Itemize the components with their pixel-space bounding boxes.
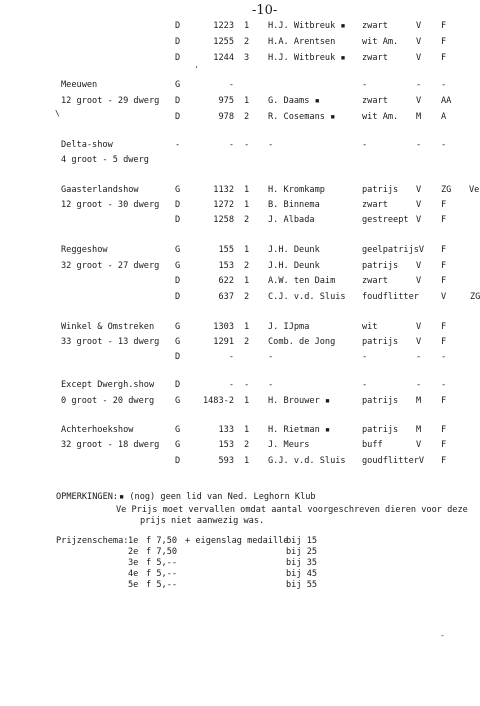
cell-show: Except Dwergh.show (61, 380, 155, 390)
cell-prize: 1 (244, 456, 250, 466)
prize-bij: bij 35 (286, 558, 318, 568)
cell-show: Reggeshow (61, 245, 108, 255)
cell-name: - (268, 140, 274, 150)
cell-cls: D (175, 112, 181, 122)
cell-prize: 2 (244, 292, 250, 302)
cell-a3: Ve (469, 185, 480, 195)
cell-color: zwart (362, 200, 388, 210)
prize-schedule-label: Prijzenschema: (56, 536, 129, 546)
remarks-line-3: prijs niet aanwezig was. (140, 516, 265, 526)
stray-mark: - (440, 631, 445, 640)
cell-name: R. Cosemans ▪ (268, 112, 336, 122)
table-row (0, 293, 480, 305)
cell-cls: G (175, 425, 181, 435)
cell-color: patrijs (362, 396, 399, 406)
cell-show: 32 groot - 18 dwerg (61, 440, 160, 450)
cell-num: 593 (218, 456, 234, 466)
cell-a2: F (441, 200, 447, 210)
cell-name: G.J. v.d. Sluis (268, 456, 346, 466)
cell-num: 155 (218, 245, 234, 255)
cell-a1: V (416, 21, 422, 31)
cell-a2: ZG (441, 185, 452, 195)
prize-amount: f 7,50 (146, 536, 178, 546)
cell-name: J.H. Deunk (268, 245, 320, 255)
cell-a1: - (416, 352, 422, 362)
cell-a2: - (441, 80, 447, 90)
prize-bij: bij 45 (286, 569, 318, 579)
cell-num: 622 (218, 276, 234, 286)
cell-num: 1303 (213, 322, 234, 332)
cell-color: wit Am. (362, 37, 399, 47)
prize-rank: 3e (128, 558, 139, 568)
cell-num: 637 (218, 292, 234, 302)
table-row (0, 323, 480, 335)
cell-prize: 1 (244, 200, 250, 210)
cell-show: Gaasterlandshow (61, 185, 139, 195)
cell-prize: 1 (244, 245, 250, 255)
table-row (0, 22, 480, 34)
table-row (0, 38, 480, 50)
cell-name: A.W. ten Daim (268, 276, 336, 286)
cell-prize: 1 (244, 396, 250, 406)
cell-prize: 1 (244, 96, 250, 106)
cell-cls: G (175, 245, 181, 255)
table-row (0, 54, 480, 66)
cell-name: H. Brouwer ▪ (268, 396, 331, 406)
cell-num: - (228, 140, 234, 150)
prize-amount: f 5,-- (146, 569, 178, 579)
cell-color: geelpatrijsV (362, 245, 425, 255)
cell-prize: 2 (244, 37, 250, 47)
cell-show: 32 groot - 27 dwerg (61, 261, 160, 271)
cell-cls: - (175, 140, 181, 150)
table-row (0, 97, 480, 109)
cell-num: 1244 (213, 53, 234, 63)
prize-amount: f 5,-- (146, 558, 178, 568)
cell-a3: ZG (470, 292, 480, 302)
cell-a1: V (416, 261, 422, 271)
cell-a2: F (441, 396, 447, 406)
cell-a2: - (441, 380, 447, 390)
table-row (0, 216, 480, 228)
cell-a1: V (416, 53, 422, 63)
cell-a1: V (416, 440, 422, 450)
cell-a2: F (441, 53, 447, 63)
cell-show: Winkel & Omstreken (61, 322, 155, 332)
remarks-label: OPMERKINGEN: (56, 492, 119, 502)
cell-name: H. Rietman ▪ (268, 425, 331, 435)
table-row (0, 81, 480, 93)
cell-cls: G (175, 261, 181, 271)
cell-cls: G (175, 322, 181, 332)
cell-prize: 1 (244, 276, 250, 286)
cell-color: zwart (362, 21, 388, 31)
cell-a1: - (416, 380, 422, 390)
cell-prize: - (244, 380, 250, 390)
stray-mark: ' (194, 65, 199, 74)
prize-bij: bij 25 (286, 547, 318, 557)
cell-color: gestreept (362, 215, 409, 225)
cell-num: 133 (218, 425, 234, 435)
prize-bij: bij 15 (286, 536, 318, 546)
cell-num: 153 (218, 261, 234, 271)
cell-color: patrijs (362, 185, 399, 195)
cell-a2: - (441, 352, 447, 362)
cell-a1: V (416, 276, 422, 286)
prize-bij: bij 55 (286, 580, 318, 590)
cell-a2: F (441, 425, 447, 435)
cell-name: - (268, 380, 274, 390)
cell-color: buff (362, 440, 383, 450)
cell-num: 975 (218, 96, 234, 106)
cell-a1: V (416, 96, 422, 106)
remarks-line-2: Ve Prijs moet vervallen omdat aantal voorgeschreven dieren voor deze (116, 505, 468, 515)
stray-mark: \ (55, 109, 60, 118)
cell-num: 1483-2 (202, 396, 234, 406)
cell-name: B. Binnema (268, 200, 320, 210)
cell-a1: M (416, 396, 422, 406)
cell-name: C.J. v.d. Sluis (268, 292, 346, 302)
cell-color: zwart (362, 96, 388, 106)
cell-a2: F (441, 456, 447, 466)
table-row (0, 186, 480, 198)
cell-prize: 2 (244, 112, 250, 122)
cell-cls: D (175, 37, 181, 47)
cell-prize: 2 (244, 337, 250, 347)
cell-show: Meeuwen (61, 80, 98, 90)
cell-cls: G (175, 80, 181, 90)
table-row (0, 353, 480, 365)
cell-color: zwart (362, 276, 388, 286)
cell-a1: M (416, 112, 422, 122)
prize-amount: f 5,-- (146, 580, 178, 590)
cell-a2: F (441, 21, 447, 31)
prize-rank: 4e (128, 569, 139, 579)
cell-a1: V (416, 215, 422, 225)
cell-prize: 2 (244, 440, 250, 450)
page-number: -10- (252, 3, 278, 18)
cell-show: 33 groot - 13 dwerg (61, 337, 160, 347)
table-row (0, 246, 480, 258)
table-row (0, 381, 480, 393)
cell-a2: F (441, 261, 447, 271)
cell-color: - (362, 352, 368, 362)
cell-color: wit (362, 322, 378, 332)
cell-a2: F (441, 37, 447, 47)
cell-a2: F (441, 245, 447, 255)
table-row (0, 141, 480, 153)
cell-a2: F (441, 215, 447, 225)
cell-a2: F (441, 322, 447, 332)
cell-cls: G (175, 396, 181, 406)
cell-show: Achterhoekshow (61, 425, 134, 435)
cell-cls: D (175, 276, 181, 286)
cell-num: - (228, 380, 234, 390)
cell-a2: V (441, 292, 447, 302)
cell-cls: G (175, 185, 181, 195)
prize-amount: f 7,50 (146, 547, 178, 557)
table-row (0, 338, 480, 350)
cell-color: wit Am. (362, 112, 399, 122)
cell-prize: 1 (244, 21, 250, 31)
cell-show: 4 groot - 5 dwerg (61, 155, 149, 165)
cell-num: 1132 (213, 185, 234, 195)
table-row (0, 397, 480, 409)
cell-color: - (362, 140, 368, 150)
prize-extra: + eigenslag medaille (185, 536, 289, 546)
cell-color: patrijs (362, 337, 399, 347)
cell-color: zwart (362, 53, 388, 63)
cell-a1: V (416, 322, 422, 332)
cell-color: patrijs (362, 425, 399, 435)
cell-cls: D (175, 380, 181, 390)
cell-name: H. Kromkamp (268, 185, 325, 195)
cell-num: 1258 (213, 215, 234, 225)
cell-show: 0 groot - 20 dwerg (61, 396, 155, 406)
cell-a1: V (416, 337, 422, 347)
cell-prize: 2 (244, 261, 250, 271)
cell-name: H.J. Witbreuk ▪ (268, 53, 346, 63)
cell-name: Comb. de Jong (268, 337, 336, 347)
cell-cls: D (175, 215, 181, 225)
table-row (0, 262, 480, 274)
cell-num: 978 (218, 112, 234, 122)
cell-a1: M (416, 425, 422, 435)
cell-a2: F (441, 276, 447, 286)
cell-cls: G (175, 440, 181, 450)
cell-a1: - (416, 80, 422, 90)
cell-prize: 1 (244, 425, 250, 435)
cell-name: J. IJpma (268, 322, 310, 332)
cell-color: patrijs (362, 261, 399, 271)
cell-cls: D (175, 200, 181, 210)
cell-prize: 1 (244, 185, 250, 195)
cell-cls: D (175, 21, 181, 31)
cell-a1: V (416, 37, 422, 47)
cell-a1: V (416, 185, 422, 195)
cell-num: 1255 (213, 37, 234, 47)
cell-num: 1272 (213, 200, 234, 210)
cell-cls: D (175, 53, 181, 63)
table-row (0, 201, 480, 213)
cell-color: - (362, 380, 368, 390)
cell-a1: V (416, 200, 422, 210)
cell-num: - (228, 80, 234, 90)
prize-rank: 2e (128, 547, 139, 557)
table-row (0, 426, 480, 438)
cell-color: - (362, 80, 368, 90)
cell-cls: D (175, 96, 181, 106)
cell-num: 153 (218, 440, 234, 450)
cell-prize: - (244, 140, 250, 150)
table-row (0, 156, 480, 168)
cell-a2: - (441, 140, 447, 150)
remarks-line-1: ▪ (nog) geen lid van Ned. Leghorn Klub (119, 492, 316, 502)
cell-name: J. Albada (268, 215, 315, 225)
cell-prize: 3 (244, 53, 250, 63)
cell-cls: G (175, 337, 181, 347)
cell-a1: - (416, 140, 422, 150)
table-row (0, 277, 480, 289)
cell-name: J. Meurs (268, 440, 310, 450)
cell-a2: A (441, 112, 447, 122)
cell-show: 12 groot - 29 dwerg (61, 96, 160, 106)
table-row (0, 441, 480, 453)
cell-cls: D (175, 352, 181, 362)
cell-name: H.A. Arentsen (268, 37, 336, 47)
cell-num: 1291 (213, 337, 234, 347)
cell-cls: D (175, 456, 181, 466)
cell-num: 1223 (213, 21, 234, 31)
cell-name: - (268, 352, 274, 362)
cell-name: G. Daams ▪ (268, 96, 320, 106)
cell-color: foudflitter (362, 292, 419, 302)
table-row (0, 457, 480, 469)
prize-rank: 1e (128, 536, 139, 546)
cell-name: J.H. Deunk (268, 261, 320, 271)
cell-a2: F (441, 337, 447, 347)
cell-show: 12 groot - 30 dwerg (61, 200, 160, 210)
prize-rank: 5e (128, 580, 139, 590)
cell-name: H.J. Witbreuk ▪ (268, 21, 346, 31)
cell-a2: AA (441, 96, 452, 106)
cell-color: goudflitterV (362, 456, 425, 466)
cell-prize: 1 (244, 322, 250, 332)
cell-show: Delta-show (61, 140, 113, 150)
cell-cls: D (175, 292, 181, 302)
cell-prize: 2 (244, 215, 250, 225)
cell-num: - (228, 352, 234, 362)
table-row (0, 113, 480, 125)
cell-a2: F (441, 440, 447, 450)
